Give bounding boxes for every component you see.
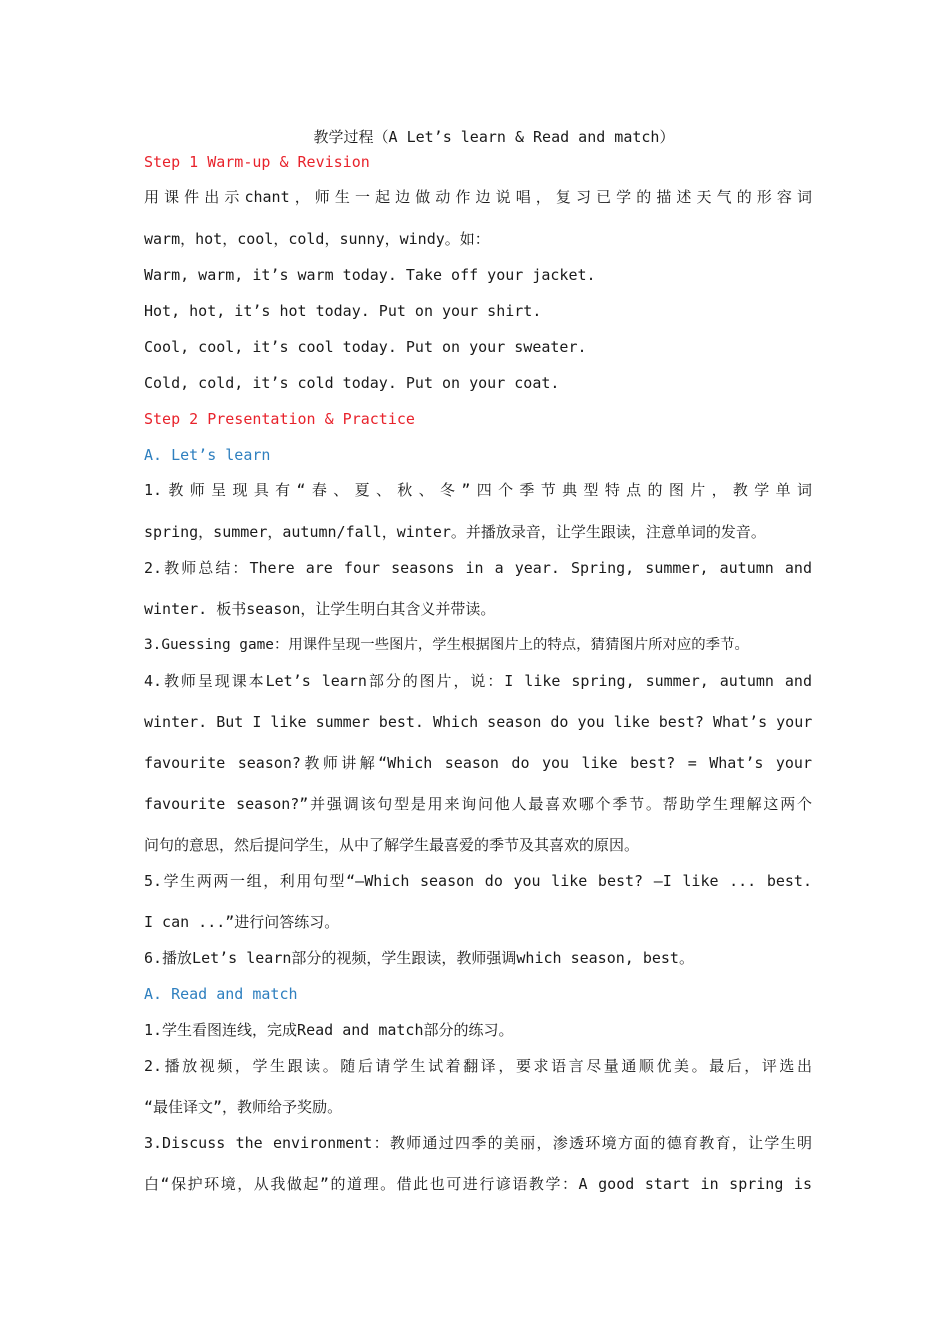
step1-paragraph: 用课件出示chant，师生一起边做动作边说唱，复习已学的描述天气的形容词 — [144, 188, 812, 206]
read-match-line: 2.播放视频，学生跟读。随后请学生试着翻译，要求语言尽量通顺优美。最后，评选出 — [144, 1057, 812, 1075]
step1-paragraph-continued: warm，hot，cool，cold，sunny，windy。如： — [144, 230, 490, 248]
chant-line: Cool, cool, it’s cool today. Put on your sweater. — [144, 338, 587, 356]
page-title: 教学过程（A Let’s learn & Read and match） — [313, 128, 675, 146]
chant-line: Cold, cold, it’s cold today. Put on your coat. — [144, 374, 560, 392]
lets-learn-line: spring，summer，autumn/fall，winter。并播放录音，让学生跟读，注意单词的发音。 — [144, 523, 766, 541]
lets-learn-line: 2.教师总结：There are four seasons in a year. Spring, summer, autumn and — [144, 559, 812, 577]
section-heading-lets-learn: A. Let’s learn — [144, 446, 271, 464]
read-match-line: “最佳译文”，教师给予奖励。 — [144, 1098, 343, 1116]
lets-learn-line: 3.Guessing game：用课件呈现一些图片，学生根据图片上的特点，猜猜图片所对应的季节。 — [144, 637, 749, 653]
lets-learn-line: favourite season?”并强调该句型是用来询问他人最喜欢哪个季节。帮助学生理解这两个 — [144, 795, 812, 813]
lets-learn-line: 问句的意思，然后提问学生，从中了解学生最喜爱的季节及其喜欢的原因。 — [144, 836, 640, 854]
chant-line: Warm, warm, it’s warm today. Take off your jacket. — [144, 266, 596, 284]
section-heading-read-and-match: A. Read and match — [144, 985, 298, 1003]
lets-learn-line: winter. 板书season，让学生明白其含义并带读。 — [144, 600, 496, 618]
lets-learn-line: I can ...”进行问答练习。 — [144, 913, 340, 931]
read-match-line: 3.Discuss the environment：教师通过四季的美丽，渗透环境方面的德育教育，让学生明 — [144, 1134, 812, 1152]
read-match-line: 1.学生看图连线，完成Read and match部分的练习。 — [144, 1021, 514, 1039]
lets-learn-line: 6.播放Let’s learn部分的视频，学生跟读，教师强调which season, best。 — [144, 949, 694, 967]
lets-learn-line: 1.教师呈现具有“春、夏、秋、冬”四个季节典型特点的图片，教学单词 — [144, 481, 812, 499]
lets-learn-line: 4.教师呈现课本Let’s learn部分的图片，说：I like spring, summer, autumn and — [144, 672, 812, 690]
lets-learn-line: winter. But I like summer best. Which season do you like best? What’s your — [144, 713, 812, 731]
read-match-line: 白“保护环境，从我做起”的道理。借此也可进行谚语教学：A good start in spring is — [144, 1175, 812, 1193]
chant-line: Hot, hot, it’s hot today. Put on your shirt. — [144, 302, 542, 320]
step1-heading: Step 1 Warm-up & Revision — [144, 153, 370, 171]
step2-heading: Step 2 Presentation & Practice — [144, 410, 415, 428]
lets-learn-line: 5.学生两两一组，利用句型“—Which season do you like best? —I like ... best. — [144, 872, 812, 890]
lets-learn-line: favourite season?教师讲解“Which season do you like best? = What’s your — [144, 754, 812, 772]
